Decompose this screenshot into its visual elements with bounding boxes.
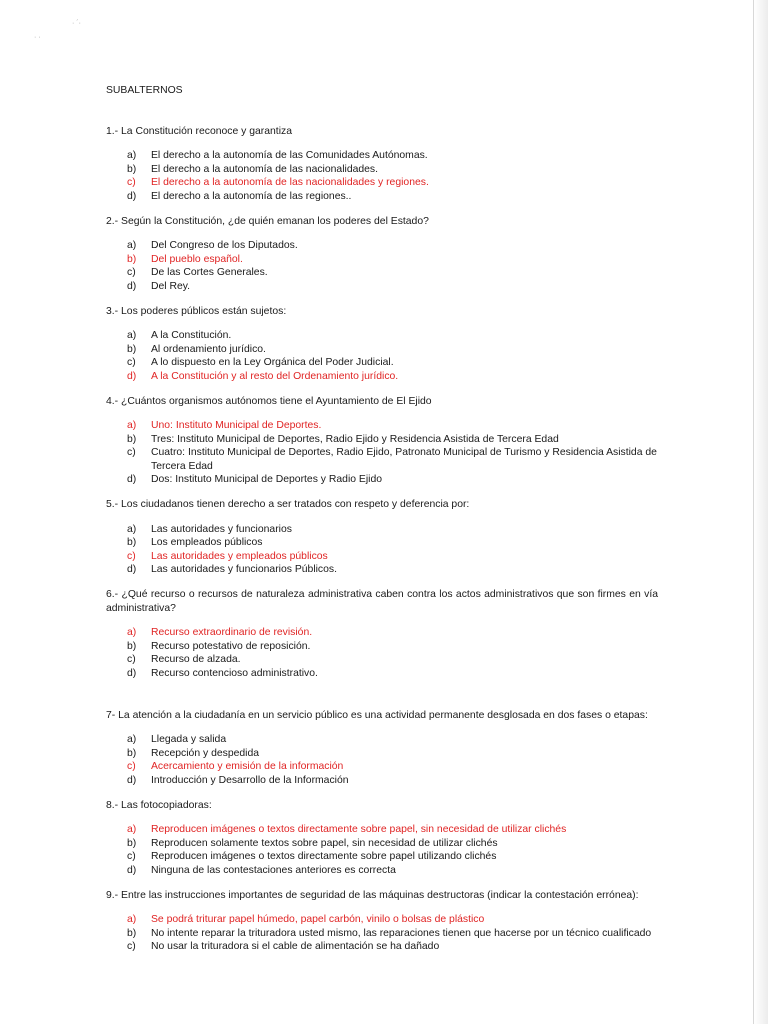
- correct-answer: [106, 370, 658, 384]
- option-text: Uno: Instituto Municipal de Deportes.: [151, 420, 322, 432]
- answer-option: [106, 774, 658, 788]
- option-letter: a): [127, 824, 137, 836]
- option-letter: a): [127, 330, 137, 342]
- option-letter: b): [127, 640, 137, 652]
- answer-option: [106, 239, 658, 253]
- scan-artifact: · ·: [34, 34, 41, 41]
- answer-option: [106, 523, 658, 537]
- correct-answer: [106, 419, 658, 433]
- option-letter: d): [127, 190, 137, 202]
- answer-option: [106, 343, 658, 357]
- option-letter: d): [127, 280, 137, 292]
- option-letter: a): [127, 523, 137, 535]
- correct-answer: [106, 550, 658, 564]
- option-text: Recepción y despedida: [151, 747, 260, 759]
- option-text: De las Cortes Generales.: [151, 267, 268, 279]
- option-text: Tres: Instituto Municipal de Deportes, Radio Ejido y Residencia Asistida de Tercera Edad: [151, 433, 559, 445]
- page-edge: [753, 0, 768, 1024]
- question-text: 1.- La Constitución reconoce y garantiza: [106, 125, 292, 137]
- correct-answer: [106, 176, 658, 190]
- option-text: Dos: Instituto Municipal de Deportes y Radio Ejido: [151, 474, 383, 486]
- option-text: Cuatro: Instituto Municipal de Deportes, Radio Ejido, Patronato Municipal de Turismo y Residencia Asistida de Tercera Edad: [151, 447, 657, 472]
- option-letter: d): [127, 370, 137, 382]
- option-letter: a): [127, 627, 137, 639]
- correct-answer: [106, 626, 658, 640]
- option-letter: c): [127, 267, 136, 279]
- option-text: No intente reparar la trituradora usted mismo, las reparaciones tienen que hacerse por un técnico cualificado: [151, 927, 652, 939]
- option-letter: b): [127, 343, 137, 355]
- option-letter: d): [127, 668, 137, 679]
- question-text: 8.- Las fotocopiadoras:: [106, 799, 212, 811]
- question-8: [106, 799, 658, 878]
- option-text: Los empleados públicos: [151, 537, 263, 549]
- option-text: Las autoridades y funcionarios Públicos.: [151, 564, 337, 576]
- option-letter: d): [127, 474, 137, 486]
- option-text: Al ordenamiento jurídico.: [151, 343, 266, 355]
- option-letter: c): [127, 550, 136, 562]
- scan-artifact: · ´·: [72, 20, 81, 27]
- question-5: [106, 498, 658, 577]
- option-list: [106, 239, 658, 293]
- answer-option: [106, 747, 658, 761]
- option-list: [106, 913, 658, 954]
- correct-answer: [106, 760, 658, 774]
- option-text: Del pueblo español.: [151, 253, 243, 265]
- option-text: Recurso potestativo de reposición.: [151, 640, 311, 652]
- answer-option: [106, 640, 658, 654]
- answer-option: [106, 563, 658, 577]
- page-title: SUBALTERNOS: [106, 85, 183, 96]
- option-text: A la Constitución y al resto del Ordenamiento jurídico.: [151, 370, 399, 382]
- option-letter: b): [127, 747, 137, 759]
- option-text: El derecho a la autonomía de las regiones..: [151, 190, 352, 202]
- option-text: Llegada y salida: [151, 734, 227, 746]
- answer-option: [106, 864, 658, 878]
- option-letter: b): [127, 163, 137, 175]
- option-text: A la Constitución.: [151, 330, 232, 342]
- option-list: [106, 626, 658, 680]
- question-text: 7- La atención a la ciudadanía en un servicio público es una actividad permanente desglosada en dos fases o etapas:: [106, 709, 648, 721]
- option-list: [106, 419, 658, 487]
- answer-option: [106, 356, 658, 370]
- option-text: Introducción y Desarrollo de la Información: [151, 774, 349, 786]
- question-9: [106, 889, 658, 954]
- answer-option: [106, 667, 658, 681]
- answer-option: [106, 329, 658, 343]
- option-letter: b): [127, 253, 137, 265]
- answer-option: [106, 266, 658, 280]
- option-letter: b): [127, 537, 137, 549]
- option-letter: b): [127, 433, 137, 445]
- option-text: Del Rey.: [151, 280, 191, 292]
- question-text: 5.- Los ciudadanos tienen derecho a ser tratados con respeto y deferencia por:: [106, 499, 470, 511]
- option-list: [106, 523, 658, 577]
- option-text: Recurso extraordinario de revisión.: [151, 627, 313, 639]
- question-text: 4.- ¿Cuántos organismos autónomos tiene el Ayuntamiento de El Ejido: [106, 395, 432, 407]
- document: [106, 84, 658, 965]
- option-letter: a): [127, 240, 137, 252]
- option-letter: c): [127, 761, 136, 773]
- option-letter: d): [127, 774, 137, 786]
- answer-option: [106, 280, 658, 294]
- answer-option: [106, 446, 658, 473]
- answer-option: [106, 433, 658, 447]
- option-letter: a): [127, 734, 137, 746]
- answer-option: [106, 653, 658, 667]
- option-text: Recurso de alzada.: [151, 654, 241, 666]
- option-text: Recurso contencioso administrativo.: [151, 668, 318, 679]
- option-text: El derecho a la autonomía de las Comunidades Autónomas.: [151, 150, 428, 162]
- question-text: 3.- Los poderes públicos están sujetos:: [106, 305, 287, 317]
- option-letter: c): [127, 177, 136, 189]
- answer-option: [106, 733, 658, 747]
- option-letter: b): [127, 927, 137, 939]
- question-list: [106, 125, 658, 954]
- question-7: [106, 709, 658, 788]
- answer-option: [106, 837, 658, 851]
- question-2: [106, 215, 658, 294]
- correct-answer: [106, 823, 658, 837]
- option-text: Acercamiento y emisión de la información: [151, 761, 344, 773]
- option-text: No usar la trituradora si el cable de alimentación se ha dañado: [151, 941, 440, 953]
- option-letter: d): [127, 864, 137, 876]
- option-text: A lo dispuesto en la Ley Orgánica del Poder Judicial.: [151, 357, 394, 369]
- option-list: [106, 823, 658, 877]
- option-letter: b): [127, 837, 137, 849]
- option-letter: c): [127, 447, 136, 459]
- option-text: El derecho a la autonomía de las nacionalidades y regiones.: [151, 177, 429, 189]
- option-letter: c): [127, 357, 136, 369]
- answer-option: [106, 149, 658, 163]
- answer-option: [106, 473, 658, 487]
- option-letter: c): [127, 941, 136, 953]
- option-text: Se podrá triturar papel húmedo, papel carbón, vinilo o bolsas de plástico: [151, 914, 485, 926]
- answer-option: [106, 536, 658, 550]
- question-1: [106, 125, 658, 204]
- question-4: [106, 395, 658, 488]
- answer-option: [106, 927, 658, 941]
- question-3: [106, 305, 658, 384]
- option-list: [106, 329, 658, 383]
- option-text: Reproducen imágenes o textos directamente sobre papel utilizando clichés: [151, 851, 497, 863]
- option-text: Ninguna de las contestaciones anteriores es correcta: [151, 864, 396, 876]
- answer-option: [106, 940, 658, 954]
- option-text: Las autoridades y funcionarios: [151, 523, 292, 535]
- option-text: Reproducen solamente textos sobre papel, sin necesidad de utilizar clichés: [151, 837, 498, 849]
- option-letter: c): [127, 851, 136, 863]
- option-letter: a): [127, 150, 137, 162]
- option-letter: c): [127, 654, 136, 666]
- option-list: [106, 733, 658, 787]
- question-text: 9.- Entre las instrucciones importantes de seguridad de las máquinas destructoras (indicar la contestación errónea):: [106, 889, 639, 901]
- option-letter: a): [127, 914, 137, 926]
- option-list: [106, 149, 658, 203]
- question-text: 2.- Según la Constitución, ¿de quién emanan los poderes del Estado?: [106, 215, 429, 227]
- correct-answer: [106, 253, 658, 267]
- option-text: Reproducen imágenes o textos directamente sobre papel, sin necesidad de utilizar clichés: [151, 824, 567, 836]
- option-text: El derecho a la autonomía de las nacionalidades.: [151, 163, 379, 175]
- option-letter: d): [127, 564, 137, 576]
- question-text: 6.- ¿Qué recurso o recursos de naturaleza administrativa caben contra los actos administrativos que son firmes en vía administrativa?: [106, 589, 658, 614]
- option-text: Las autoridades y empleados públicos: [151, 550, 328, 562]
- correct-answer: [106, 913, 658, 927]
- answer-option: [106, 163, 658, 177]
- answer-option: [106, 850, 658, 864]
- option-text: Del Congreso de los Diputados.: [151, 240, 298, 252]
- answer-option: [106, 190, 658, 204]
- option-letter: a): [127, 420, 137, 432]
- question-6: [106, 588, 658, 681]
